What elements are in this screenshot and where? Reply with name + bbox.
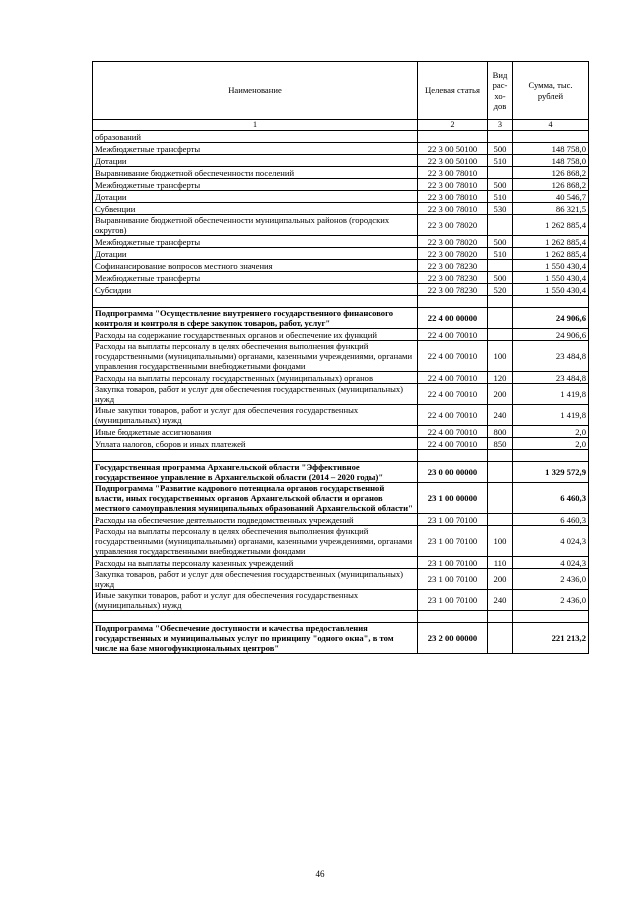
table-row bbox=[93, 179, 589, 191]
row-code-cell: 23 0 00 00000 bbox=[418, 462, 488, 483]
row-vid-cell: 240 bbox=[488, 405, 513, 426]
row-name-cell: Межбюджетные трансферты bbox=[93, 143, 418, 155]
row-sum-cell: 24 906,6 bbox=[513, 329, 589, 341]
row-code-cell: 23 1 00 00000 bbox=[418, 483, 488, 514]
row-vid-cell: 200 bbox=[488, 384, 513, 405]
row-sum-cell: 1 419,8 bbox=[513, 405, 589, 426]
column-number: 4 bbox=[513, 120, 589, 131]
table-row bbox=[93, 569, 589, 590]
spacer-row bbox=[93, 611, 589, 623]
row-sum-cell: 40 546,7 bbox=[513, 191, 589, 203]
row-code-cell: 22 4 00 70010 bbox=[418, 384, 488, 405]
row-sum-cell: 1 329 572,9 bbox=[513, 462, 589, 483]
page-number: 46 bbox=[315, 869, 325, 879]
row-vid-cell: 500 bbox=[488, 236, 513, 248]
row-code-cell: 22 4 00 70010 bbox=[418, 372, 488, 384]
document-page bbox=[92, 61, 588, 654]
row-code-cell: 23 1 00 70100 bbox=[418, 590, 488, 611]
row-name-cell: Выравнивание бюджетной обеспеченности поселений bbox=[93, 167, 418, 179]
row-vid-cell: 100 bbox=[488, 341, 513, 372]
row-name-cell: Дотации bbox=[93, 248, 418, 260]
row-code-cell bbox=[418, 450, 488, 462]
row-vid-cell: 240 bbox=[488, 590, 513, 611]
row-name-cell: образований bbox=[93, 131, 418, 143]
table-row bbox=[93, 590, 589, 611]
row-vid-cell: 500 bbox=[488, 179, 513, 191]
row-name-cell: Софинансирование вопросов местного значения bbox=[93, 260, 418, 272]
row-name-cell: Подпрограмма "Обеспечение доступности и качества предоставления государственных и муниципальных услуг по принципу "одного окна", в том числе на базе многофункциональных центров" bbox=[93, 623, 418, 654]
row-sum-cell bbox=[513, 131, 589, 143]
table-row bbox=[93, 514, 589, 526]
row-name-cell: Расходы на обеспечение деятельности подведомственных учреждений bbox=[93, 514, 418, 526]
row-vid-cell: 100 bbox=[488, 526, 513, 557]
row-code-cell: 22 3 00 50100 bbox=[418, 155, 488, 167]
row-code-cell bbox=[418, 131, 488, 143]
row-name-cell: Закупка товаров, работ и услуг для обеспечения государственных (муниципальных) нужд bbox=[93, 569, 418, 590]
row-name-cell: Дотации bbox=[93, 191, 418, 203]
table-row bbox=[93, 372, 589, 384]
row-vid-cell bbox=[488, 296, 513, 308]
header-sum: Сумма, тыс. рублей bbox=[513, 62, 589, 120]
row-sum-cell: 1 550 430,4 bbox=[513, 260, 589, 272]
row-sum-cell: 221 213,2 bbox=[513, 623, 589, 654]
row-vid-cell: 120 bbox=[488, 372, 513, 384]
row-code-cell: 22 4 00 70010 bbox=[418, 426, 488, 438]
row-name-cell bbox=[93, 296, 418, 308]
row-code-cell: 22 3 00 78020 bbox=[418, 215, 488, 236]
row-code-cell: 22 3 00 78010 bbox=[418, 167, 488, 179]
table-row bbox=[93, 405, 589, 426]
row-vid-cell bbox=[488, 131, 513, 143]
row-vid-cell bbox=[488, 167, 513, 179]
row-vid-cell bbox=[488, 462, 513, 483]
row-vid-cell: 530 bbox=[488, 203, 513, 215]
table-row bbox=[93, 483, 589, 514]
row-sum-cell: 1 550 430,4 bbox=[513, 284, 589, 296]
row-code-cell bbox=[418, 611, 488, 623]
row-code-cell: 22 4 00 70010 bbox=[418, 329, 488, 341]
row-code-cell: 23 1 00 70100 bbox=[418, 526, 488, 557]
row-name-cell: Межбюджетные трансферты bbox=[93, 179, 418, 191]
row-name-cell: Иные закупки товаров, работ и услуг для обеспечения государственных (муниципальных) нужд bbox=[93, 405, 418, 426]
row-vid-cell: 520 bbox=[488, 284, 513, 296]
row-sum-cell: 86 321,5 bbox=[513, 203, 589, 215]
table-header-row bbox=[93, 62, 589, 120]
table-row bbox=[93, 191, 589, 203]
row-vid-cell: 510 bbox=[488, 155, 513, 167]
row-name-cell: Закупка товаров, работ и услуг для обеспечения государственных (муниципальных) нужд bbox=[93, 384, 418, 405]
row-sum-cell: 2 436,0 bbox=[513, 569, 589, 590]
table-row bbox=[93, 341, 589, 372]
row-vid-cell bbox=[488, 308, 513, 329]
row-code-cell bbox=[418, 296, 488, 308]
row-vid-cell: 200 bbox=[488, 569, 513, 590]
table-row bbox=[93, 215, 589, 236]
row-vid-cell bbox=[488, 329, 513, 341]
row-name-cell: Иные бюджетные ассигнования bbox=[93, 426, 418, 438]
row-name-cell: Иные закупки товаров, работ и услуг для обеспечения государственных (муниципальных) нужд bbox=[93, 590, 418, 611]
budget-table bbox=[92, 61, 589, 654]
row-name-cell: Уплата налогов, сборов и иных платежей bbox=[93, 438, 418, 450]
row-name-cell: Расходы на выплаты персоналу в целях обеспечения выполнения функций государственными (муниципальными) органами, казенными учреждениями, органами управления государственными внебюджетными фондами bbox=[93, 341, 418, 372]
table-row bbox=[93, 143, 589, 155]
row-code-cell: 23 2 00 00000 bbox=[418, 623, 488, 654]
row-name-cell: Межбюджетные трансферты bbox=[93, 272, 418, 284]
row-sum-cell: 23 484,8 bbox=[513, 341, 589, 372]
row-vid-cell: 500 bbox=[488, 272, 513, 284]
row-sum-cell: 2 436,0 bbox=[513, 590, 589, 611]
table-row bbox=[93, 272, 589, 284]
row-sum-cell: 1 262 885,4 bbox=[513, 236, 589, 248]
row-code-cell: 22 4 00 00000 bbox=[418, 308, 488, 329]
row-name-cell: Подпрограмма "Развитие кадрового потенциала органов государственной власти, иных государственных органов Архангельской области и органов местного самоуправления муниципальных образований Архангельской области" bbox=[93, 483, 418, 514]
table-row bbox=[93, 203, 589, 215]
row-vid-cell bbox=[488, 514, 513, 526]
row-code-cell: 23 1 00 70100 bbox=[418, 569, 488, 590]
row-vid-cell: 850 bbox=[488, 438, 513, 450]
row-name-cell: Подпрограмма "Осуществление внутреннего государственного финансового контроля и контроля в сфере закупок товаров, работ, услуг" bbox=[93, 308, 418, 329]
row-sum-cell: 1 419,8 bbox=[513, 384, 589, 405]
row-name-cell bbox=[93, 450, 418, 462]
row-vid-cell bbox=[488, 611, 513, 623]
row-name-cell bbox=[93, 611, 418, 623]
row-code-cell: 22 3 00 78230 bbox=[418, 284, 488, 296]
row-code-cell: 22 4 00 70010 bbox=[418, 438, 488, 450]
column-number: 2 bbox=[418, 120, 488, 131]
header-code: Целевая статья bbox=[418, 62, 488, 120]
row-name-cell: Государственная программа Архангельской области "Эффективное государственное управление в Архангельской области (2014 – 2020 годы)" bbox=[93, 462, 418, 483]
row-name-cell: Дотации bbox=[93, 155, 418, 167]
row-code-cell: 22 3 00 78020 bbox=[418, 236, 488, 248]
table-row bbox=[93, 623, 589, 654]
table-row bbox=[93, 384, 589, 405]
table-row bbox=[93, 167, 589, 179]
row-sum-cell: 23 484,8 bbox=[513, 372, 589, 384]
row-code-cell: 23 1 00 70100 bbox=[418, 514, 488, 526]
row-code-cell: 22 4 00 70010 bbox=[418, 405, 488, 426]
row-code-cell: 22 3 00 78010 bbox=[418, 179, 488, 191]
table-row bbox=[93, 284, 589, 296]
column-number: 1 bbox=[93, 120, 418, 131]
row-sum-cell: 2,0 bbox=[513, 426, 589, 438]
table-row bbox=[93, 155, 589, 167]
row-name-cell: Расходы на выплаты персоналу в целях обеспечения выполнения функций государственными (муниципальными) органами, казенными учреждениями, органами управления государственными внебюджетными фондами bbox=[93, 526, 418, 557]
row-name-cell: Субвенции bbox=[93, 203, 418, 215]
row-sum-cell bbox=[513, 450, 589, 462]
row-sum-cell: 1 550 430,4 bbox=[513, 272, 589, 284]
row-name-cell: Субсидии bbox=[93, 284, 418, 296]
row-name-cell: Расходы на содержание государственных органов и обеспечение их функций bbox=[93, 329, 418, 341]
table-row bbox=[93, 329, 589, 341]
row-sum-cell: 148 758,0 bbox=[513, 143, 589, 155]
row-code-cell: 22 3 00 78230 bbox=[418, 260, 488, 272]
row-name-cell: Расходы на выплаты персоналу казенных учреждений bbox=[93, 557, 418, 569]
table-row bbox=[93, 236, 589, 248]
row-sum-cell: 6 460,3 bbox=[513, 483, 589, 514]
row-sum-cell: 6 460,3 bbox=[513, 514, 589, 526]
row-code-cell: 22 3 00 50100 bbox=[418, 143, 488, 155]
column-number-row bbox=[93, 120, 589, 131]
row-code-cell: 22 3 00 78020 bbox=[418, 248, 488, 260]
row-name-cell: Межбюджетные трансферты bbox=[93, 236, 418, 248]
table-row bbox=[93, 438, 589, 450]
row-vid-cell bbox=[488, 260, 513, 272]
table-row bbox=[93, 526, 589, 557]
row-vid-cell bbox=[488, 215, 513, 236]
table-row bbox=[93, 426, 589, 438]
row-sum-cell: 148 758,0 bbox=[513, 155, 589, 167]
row-vid-cell: 510 bbox=[488, 248, 513, 260]
row-name-cell: Расходы на выплаты персоналу государственных (муниципальных) органов bbox=[93, 372, 418, 384]
table-row bbox=[93, 462, 589, 483]
row-sum-cell: 4 024,3 bbox=[513, 526, 589, 557]
row-sum-cell bbox=[513, 296, 589, 308]
spacer-row bbox=[93, 450, 589, 462]
table-body bbox=[93, 131, 589, 654]
row-vid-cell: 510 bbox=[488, 191, 513, 203]
table-row bbox=[93, 131, 589, 143]
header-vid: Вид рас-хо-дов bbox=[488, 62, 513, 120]
row-name-cell: Выравнивание бюджетной обеспеченности муниципальных районов (городских округов) bbox=[93, 215, 418, 236]
table-row bbox=[93, 260, 589, 272]
row-code-cell: 22 3 00 78230 bbox=[418, 272, 488, 284]
spacer-row bbox=[93, 296, 589, 308]
row-vid-cell bbox=[488, 623, 513, 654]
row-vid-cell: 800 bbox=[488, 426, 513, 438]
table-row bbox=[93, 308, 589, 329]
row-code-cell: 23 1 00 70100 bbox=[418, 557, 488, 569]
row-sum-cell: 126 868,2 bbox=[513, 167, 589, 179]
row-code-cell: 22 3 00 78010 bbox=[418, 203, 488, 215]
row-sum-cell: 126 868,2 bbox=[513, 179, 589, 191]
row-sum-cell: 24 906,6 bbox=[513, 308, 589, 329]
column-number: 3 bbox=[488, 120, 513, 131]
table-row bbox=[93, 557, 589, 569]
row-sum-cell: 2,0 bbox=[513, 438, 589, 450]
row-code-cell: 22 3 00 78010 bbox=[418, 191, 488, 203]
row-sum-cell: 4 024,3 bbox=[513, 557, 589, 569]
row-vid-cell: 110 bbox=[488, 557, 513, 569]
row-vid-cell: 500 bbox=[488, 143, 513, 155]
row-vid-cell bbox=[488, 483, 513, 514]
row-code-cell: 22 4 00 70010 bbox=[418, 341, 488, 372]
row-sum-cell: 1 262 885,4 bbox=[513, 248, 589, 260]
header-name: Наименование bbox=[93, 62, 418, 120]
table-row bbox=[93, 248, 589, 260]
row-sum-cell bbox=[513, 611, 589, 623]
row-vid-cell bbox=[488, 450, 513, 462]
row-sum-cell: 1 262 885,4 bbox=[513, 215, 589, 236]
